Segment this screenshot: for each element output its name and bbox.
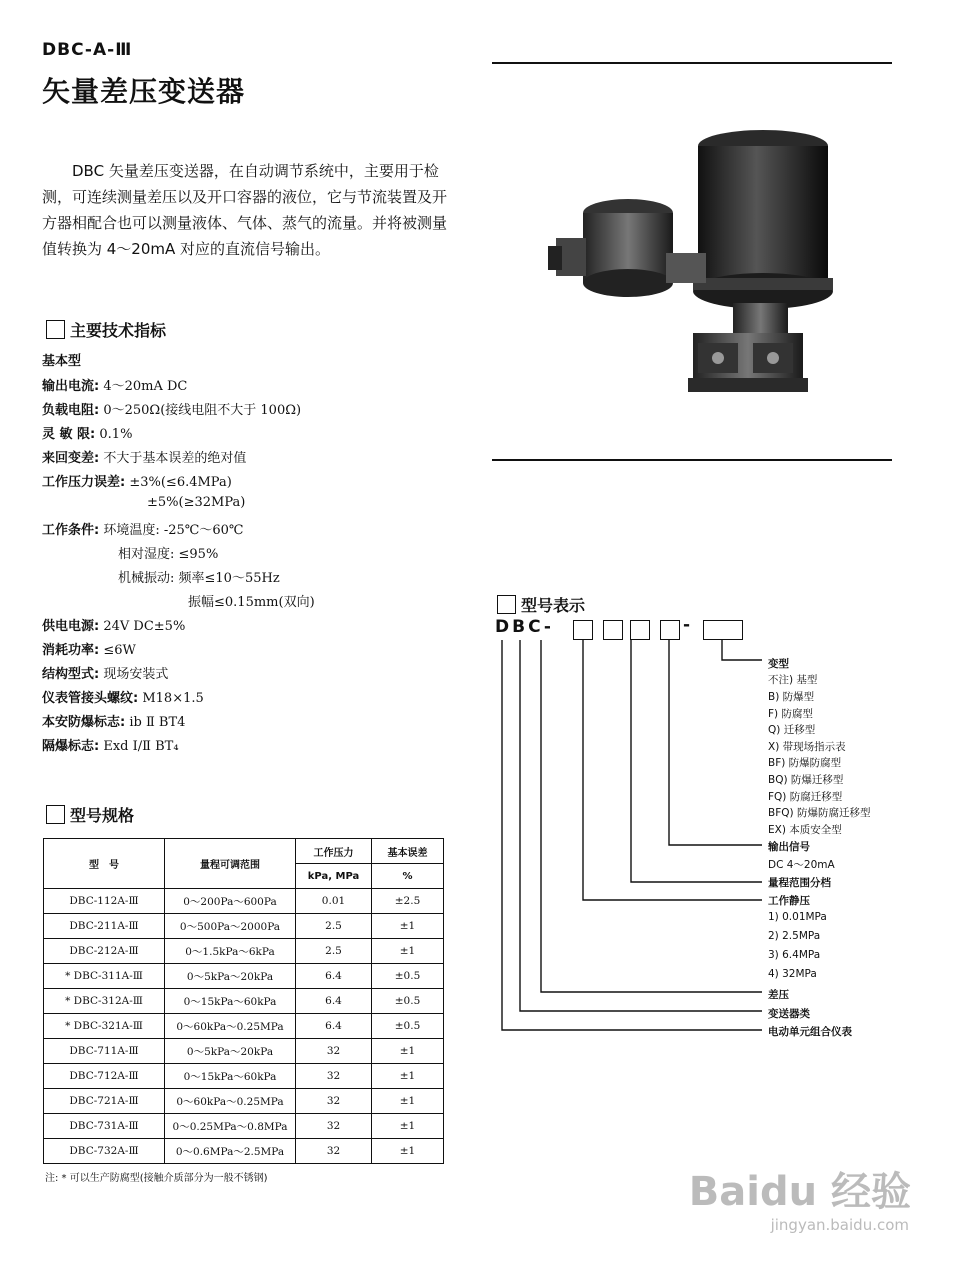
table-cell: 0～0.6MPa～2.5MPa	[165, 1139, 296, 1164]
spec-line: 灵 敏 限: 0.1%	[42, 427, 133, 442]
spec-line: 振幅≤0.15mm(双向)	[188, 595, 315, 610]
spec-line: 相对湿度: ≤95%	[118, 547, 219, 562]
col-error-unit: %	[372, 864, 444, 889]
table-cell: 6.4	[296, 964, 372, 989]
table-cell: 0～200Pa～600Pa	[165, 889, 296, 914]
spec-group-label: 基本型	[42, 354, 82, 369]
spec-line: 输出电流: 4～20mA DC	[42, 379, 188, 394]
col-error: 基本误差	[372, 839, 444, 864]
specs-heading-text: 主要技术指标	[70, 321, 167, 340]
spec-line: 工作压力误差: ±3%(≤6.4MPa)	[42, 475, 232, 490]
spec-line: 供电电源: 24V DC±5%	[42, 619, 186, 634]
table-cell: DBC-732A-Ⅲ	[44, 1139, 165, 1164]
legend-item: 输出信号	[768, 841, 810, 853]
watermark-url: jingyan.baidu.com	[770, 1216, 909, 1234]
intro-paragraph: DBC 矢量差压变送器，在自动调节系统中，主要用于检测，可连续测量差压以及开口容器的液位，它与节流装置及开方器相配合也可以测量液体、气体、蒸气的流量。并将被测量值转换为 4～20mA 对应的直流信号输出。	[42, 162, 448, 258]
table-cell: 0.01	[296, 889, 372, 914]
legend-item: 变型	[768, 658, 789, 670]
table-cell: 6.4	[296, 989, 372, 1014]
table-cell: DBC-711A-Ⅲ	[44, 1039, 165, 1064]
table-cell: 32	[296, 1089, 372, 1114]
legend-item: FQ) 防腐迁移型	[768, 791, 843, 803]
table-cell: DBC-731A-Ⅲ	[44, 1114, 165, 1139]
table-cell: * DBC-321A-Ⅲ	[44, 1014, 165, 1039]
table-cell: 2.5	[296, 939, 372, 964]
legend-item: 电动单元组合仪表	[768, 1026, 852, 1038]
table-cell: 32	[296, 1114, 372, 1139]
table-cell: ±1	[372, 1064, 444, 1089]
table-cell: ±1	[372, 1139, 444, 1164]
spec-line: 工作条件: 环境温度: -25℃～60℃	[42, 523, 244, 538]
table-cell: 0～5kPa～20kPa	[165, 964, 296, 989]
models-heading-text: 型号规格	[70, 806, 135, 825]
table-cell: * DBC-311A-Ⅲ	[44, 964, 165, 989]
table-cell: 32	[296, 1064, 372, 1089]
table-cell: 0～1.5kPa～6kPa	[165, 939, 296, 964]
table-cell: ±1	[372, 1114, 444, 1139]
table-cell: DBC-212A-Ⅲ	[44, 939, 165, 964]
spec-line: 本安防爆标志: ib Ⅱ BT4	[42, 715, 186, 730]
table-cell: DBC-112A-Ⅲ	[44, 889, 165, 914]
legend-item: F) 防腐型	[768, 708, 813, 720]
col-range: 量程可调范围	[165, 839, 296, 889]
legend-item: 不注) 基型	[768, 674, 818, 686]
legend-item: Q) 迁移型	[768, 724, 816, 736]
table-cell: 0～60kPa～0.25MPa	[165, 1014, 296, 1039]
legend-item: BFQ) 防爆防腐迁移型	[768, 807, 871, 819]
code-dash: -	[683, 615, 691, 635]
table-cell: 0～500Pa～2000Pa	[165, 914, 296, 939]
col-pressure-unit: kPa, MPa	[296, 864, 372, 889]
table-cell: DBC-211A-Ⅲ	[44, 914, 165, 939]
designation-heading-text: 型号表示	[521, 596, 586, 615]
table-cell: 0～15kPa～60kPa	[165, 989, 296, 1014]
table-note: 注: * 可以生产防腐型(接触介质部分为一般不锈钢)	[45, 1173, 268, 1184]
spec-line: 仪表管接头螺纹: M18×1.5	[42, 691, 204, 706]
model-code-pattern: DBC-	[495, 617, 554, 637]
spec-line: 来回变差: 不大于基本误差的绝对值	[42, 451, 247, 466]
table-cell: 0～0.25MPa～0.8MPa	[165, 1114, 296, 1139]
col-model: 型 号	[44, 839, 165, 889]
table-cell: 2.5	[296, 914, 372, 939]
table-cell: ±2.5	[372, 889, 444, 914]
table-cell: ±0.5	[372, 1014, 444, 1039]
legend-item: B) 防爆型	[768, 691, 815, 703]
legend-item: 3) 6.4MPa	[768, 949, 821, 961]
spec-line: ±5%(≥32MPa)	[147, 495, 246, 510]
table-cell: 0～15kPa～60kPa	[165, 1064, 296, 1089]
table-cell: ±0.5	[372, 964, 444, 989]
legend-item: EX) 本质安全型	[768, 824, 842, 836]
legend-item: 工作静压	[768, 895, 810, 907]
spec-line: 结构型式: 现场安装式	[42, 667, 169, 682]
spec-line: 负载电阻: 0～250Ω(接线电阻不大于 100Ω)	[42, 403, 302, 418]
table-cell: ±1	[372, 1039, 444, 1064]
legend-item: 2) 2.5MPa	[768, 930, 821, 942]
legend-item: X) 带现场指示表	[768, 741, 846, 753]
col-pressure: 工作压力	[296, 839, 372, 864]
table-cell: 0～60kPa～0.25MPa	[165, 1089, 296, 1114]
spec-line: 消耗功率: ≤6W	[42, 643, 136, 658]
table-cell: ±1	[372, 1089, 444, 1114]
page-title: 矢量差压变送器	[42, 75, 246, 108]
legend-item: DC 4～20mA	[768, 859, 835, 871]
legend-item: 差压	[768, 989, 789, 1001]
table-cell: * DBC-312A-Ⅲ	[44, 989, 165, 1014]
legend-item: BQ) 防爆迁移型	[768, 774, 844, 786]
table-cell: 32	[296, 1039, 372, 1064]
model-code: DBC-A-Ⅲ	[42, 40, 133, 60]
table-cell: DBC-721A-Ⅲ	[44, 1089, 165, 1114]
table-cell: ±0.5	[372, 989, 444, 1014]
table-cell: ±1	[372, 914, 444, 939]
legend-item: 1) 0.01MPa	[768, 911, 827, 923]
table-cell: 32	[296, 1139, 372, 1164]
legend-item: 量程范围分档	[768, 877, 831, 889]
legend-item: BF) 防爆防腐型	[768, 757, 842, 769]
legend-item: 变送器类	[768, 1008, 810, 1020]
legend-item: 4) 32MPa	[768, 968, 817, 980]
spec-line: 机械振动: 频率≤10～55Hz	[118, 571, 280, 586]
spec-line: 隔爆标志: Exd Ⅰ/Ⅱ BT₄	[42, 739, 179, 754]
table-cell: 0～5kPa～20kPa	[165, 1039, 296, 1064]
table-cell: DBC-712A-Ⅲ	[44, 1064, 165, 1089]
table-cell: ±1	[372, 939, 444, 964]
table-cell: 6.4	[296, 1014, 372, 1039]
watermark-logo: Baidu 经验	[688, 1169, 911, 1215]
